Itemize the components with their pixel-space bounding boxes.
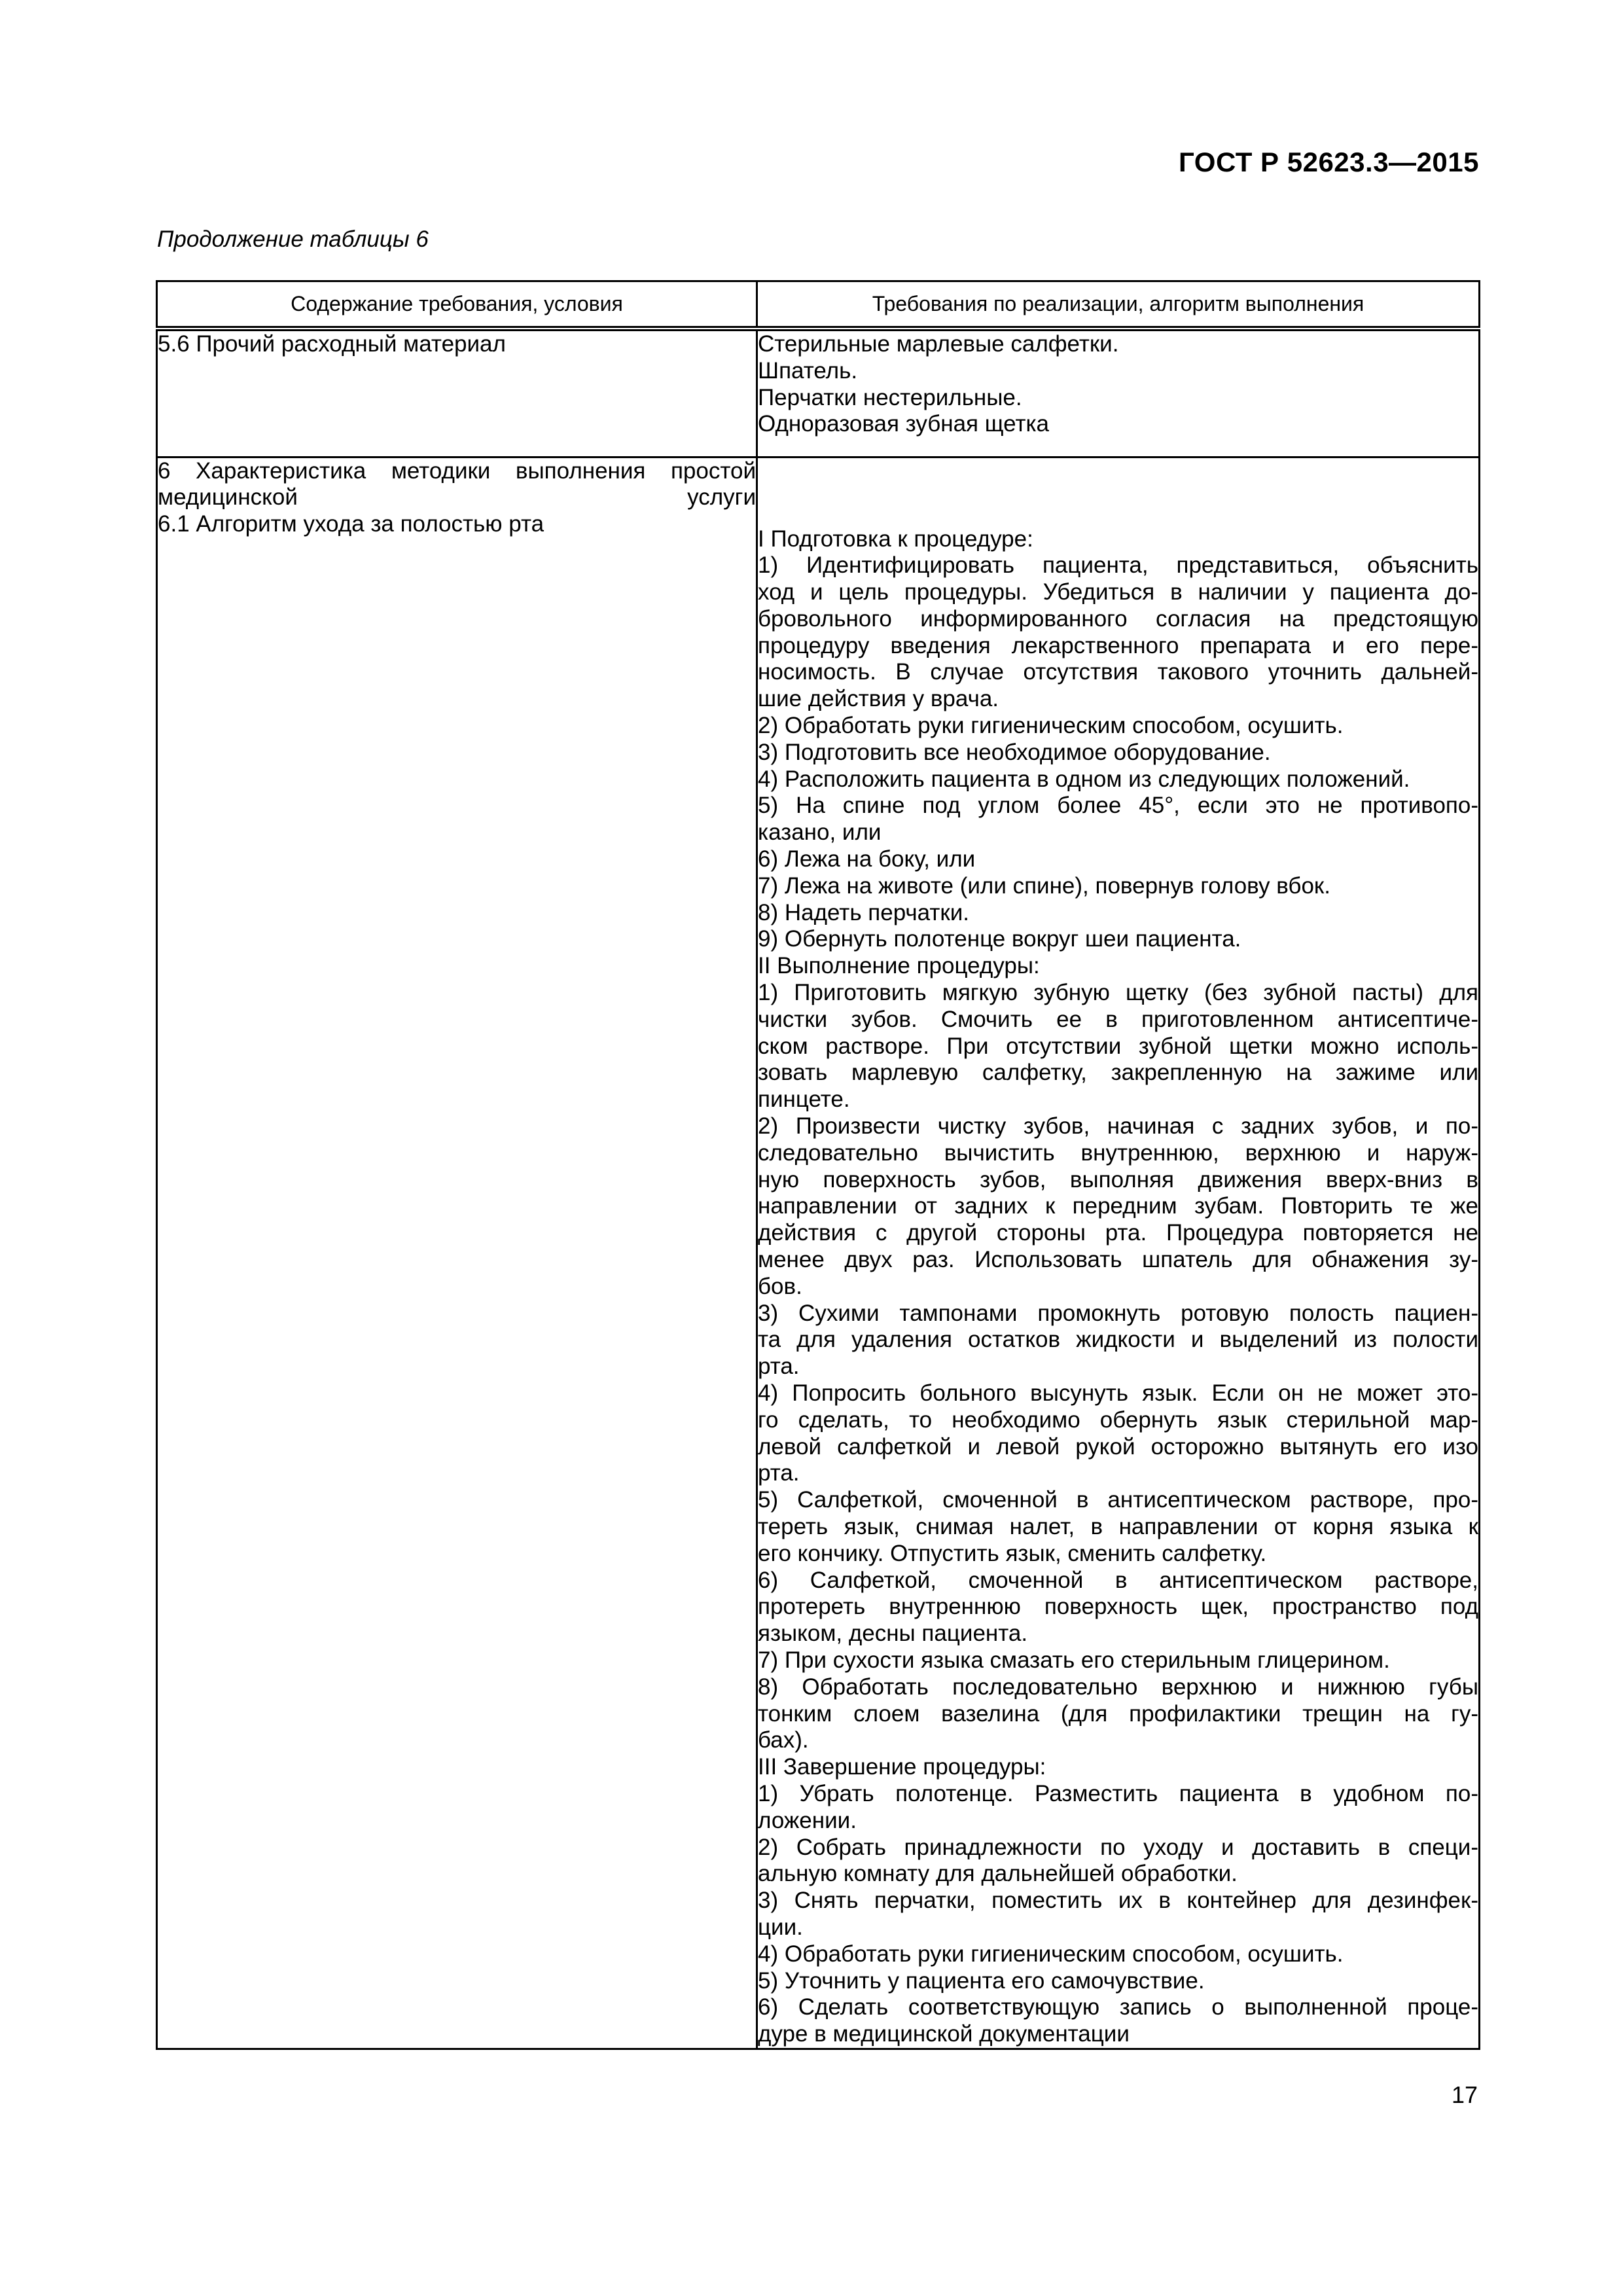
row1-requirement-cell [157,329,757,457]
document-standard-number: ГОСТ Р 52623.3—2015 [1179,147,1479,177]
text-line: чистки зубов. Смочить ее в приготовленном антисептиче- [758,1006,1478,1032]
text-line: 5) Уточнить у пациента его самочувствие. [758,1967,1205,1994]
row1-implementation-cell [757,329,1480,457]
text-line: 6 Характеристика методики выполнения простой [158,457,756,484]
text-line: 4) Расположить пациента в одном из следующих положений. [758,766,1410,792]
table-header-row [157,281,1480,329]
text-line: 7) Лежа на животе (или спине), повернув голову вбок. [758,872,1330,899]
column-header-implementation: Требования по реализации, алгоритм выполнения [757,281,1480,329]
text-line: шие действия у врача. [758,686,999,712]
text-line: ском растворе. При отсутствии зубной щетки можно исполь- [758,1033,1478,1059]
text-line: ход и цель процедуры. Убедиться в наличии у пациента до- [758,579,1478,605]
text-line: языком, десны пациента. [758,1621,1028,1647]
text-line: 5.6 Прочий расходный материал [158,331,506,357]
text-line: направлении от задних к передним зубам. Повторить те же [758,1193,1478,1219]
text-line: 1) Идентифицировать пациента, представиться, объяснить [758,552,1478,579]
text-line: рта. [758,1354,800,1380]
text-line: 7) При сухости языка смазать его стерильным глицерином. [758,1647,1390,1673]
text-line: 2) Обработать руки гигиеническим способом, осушить. [758,713,1344,739]
text-line: та для удаления остатков жидкости и выделений из полости [758,1327,1478,1353]
text-line: тонким слоем вазелина (для профилактики трещин на гу- [758,1700,1478,1727]
text-line: ную поверхность зубов, выполняя движения вверх-вниз в [758,1166,1478,1193]
text-line: 1) Убрать полотенце. Разместить пациента в удобном по- [758,1780,1478,1806]
text-line: го сделать, то необходимо обернуть язык стерильной мар- [758,1407,1478,1433]
text-line: III Завершение процедуры: [758,1754,1046,1780]
text-line: 8) Обработать последовательно верхнюю и нижнюю губы [758,1674,1478,1700]
text-line: процедуру введения лекарственного препарата и его пере- [758,632,1478,658]
text-line: 8) Надеть перчатки. [758,899,969,925]
text-line: рта. [758,1460,800,1486]
text-line: 2) Произвести чистку зубов, начиная с задних зубов, и по- [758,1113,1478,1139]
text-line: Одноразовая зубная щетка [758,411,1050,437]
text-line: казано, или [758,819,882,846]
text-line: 3) Снять перчатки, поместить их в контейнер для дезинфек- [758,1888,1478,1914]
text-line: носимость. В случае отсутствия такового уточнить дальней- [758,659,1478,685]
text-line: его кончику. Отпустить язык, сменить салфетку. [758,1540,1267,1566]
table-row [157,457,1480,2049]
text-line: 5) На спине под углом более 45°, если это не противопо- [758,793,1478,819]
text-line: зовать марлевую салфетку, закрепленную на зажиме или [758,1060,1478,1086]
text-line: ции. [758,1914,803,1940]
text-line: 2) Собрать принадлежности по уходу и доставить в специ- [758,1834,1478,1860]
column-header-requirement: Содержание требования, условия [157,281,757,329]
text-line: Шпатель. [758,357,858,384]
text-line: 4) Попросить больного высунуть язык. Если он не может это- [758,1380,1478,1406]
text-line: 4) Обработать руки гигиеническим способом, осушить. [758,1941,1344,1967]
text-line: 5) Салфеткой, смоченной в антисептическом растворе, про- [758,1487,1478,1513]
page-number: 17 [1451,2081,1478,2108]
text-line: менее двух раз. Использовать шпатель для обнажения зу- [758,1247,1478,1273]
text-line: ложении. [758,1807,857,1833]
text-line: 6) Салфеткой, смоченной в антисептическом растворе, [758,1567,1478,1593]
text-line: бровольного информированного согласия на предстоящую [758,605,1478,632]
table-continuation-caption: Продолжение таблицы 6 [157,226,429,252]
text-line: бов. [758,1273,802,1299]
text-line: пинцете. [758,1086,850,1113]
text-line: II Выполнение процедуры: [758,953,1040,979]
row2-requirement-cell [157,457,757,2049]
text-line: Перчатки нестерильные. [758,384,1022,410]
row2-implementation-cell [757,457,1480,2049]
text-line: протереть внутреннюю поверхность щек, пространство под [758,1594,1478,1620]
text-line: бах). [758,1727,809,1753]
text-line: 3) Подготовить все необходимое оборудование. [758,739,1271,765]
text-line: следовательно вычистить внутреннюю, верхнюю и наруж- [758,1139,1478,1166]
text-line: действия с другой стороны рта. Процедура повторяется не [758,1220,1478,1246]
text-line: 1) Приготовить мягкую зубную щетку (без зубной пасты) для [758,980,1478,1006]
text-line: 6) Сделать соответствующую запись о выполненной проце- [758,1994,1478,2020]
text-line: 6.1 Алгоритм ухода за полостью рта [158,511,544,537]
text-line: тереть язык, снимая налет, в направлении от корня языка к [758,1513,1478,1539]
text-line: альную комнату для дальнейшей обработки. [758,1861,1238,1887]
text-line: Стерильные марлевые салфетки. [758,331,1119,357]
text-line: медицинской услуги [158,484,756,511]
text-line: 3) Сухими тампонами промокнуть ротовую полость пациен- [758,1300,1478,1326]
text-line: дуре в медицинской документации [758,2021,1130,2047]
requirements-table [156,280,1480,2050]
text-line: I Подготовка к процедуре: [758,526,1033,552]
text-line: 6) Лежа на боку, или [758,846,976,872]
text-line: 9) Обернуть полотенце вокруг шеи пациента. [758,926,1241,952]
table-row [157,329,1480,457]
text-line: левой салфеткой и левой рукой осторожно вытянуть его изо [758,1433,1478,1460]
